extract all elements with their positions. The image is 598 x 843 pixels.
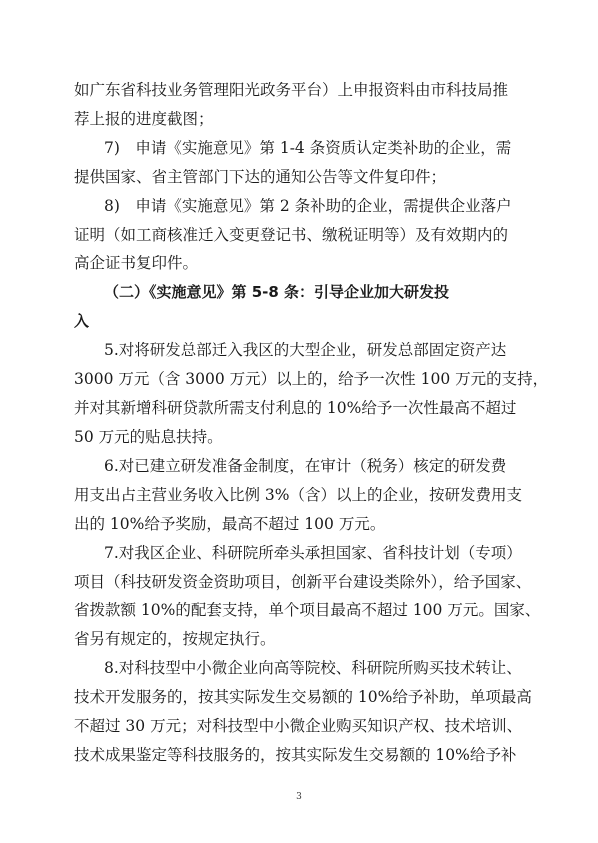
page-number: 3 (296, 792, 302, 802)
body-line: 证明（如工商核准迁入变更登记书、缴税证明等）及有效期内的 (74, 226, 509, 244)
body-line: 项目（科技研发资金资助项目，创新平台建设类除外），给予国家、 (74, 573, 532, 591)
body-line: 6.对已建立研发准备金制度，在审计（税务）核定的研发费 (104, 457, 507, 475)
body-line: 50 万元的贴息扶持。 (74, 428, 223, 446)
body-line: 荐上报的进度截图； (74, 110, 214, 128)
body-line: 7.对我区企业、科研院所牵头承担国家、省科技计划（专项） (104, 544, 522, 562)
section-heading-cont: 入 (74, 312, 90, 330)
body-line: 并对其新增科研贷款所需支付利息的 10%给予一次性最高不超过 (74, 399, 517, 417)
body-line: 出的 10%给予奖励，最高不超过 100 万元。 (74, 515, 386, 533)
body-line: 省拨款额 10%的配套支持，单个项目最高不超过 100 万元。国家、 (74, 601, 541, 619)
section-heading: （二）《实施意见》第 5-8 条：引导企业加大研发投 (104, 283, 450, 301)
body-line: 高企证书复印件。 (74, 254, 199, 272)
body-line: 8) 申请《实施意见》第 2 条补助的企业，需提供企业落户 (104, 197, 512, 215)
body-line: 7) 申请《实施意见》第 1-4 条资质认定类补助的企业，需 (104, 139, 512, 157)
body-line: 技术开发服务的，按其实际发生交易额的 10%给予补助，单项最高 (74, 688, 532, 706)
body-line: 省另有规定的，按规定执行。 (74, 630, 276, 648)
body-line: 提供国家、省主管部门下达的通知公告等文件复印件； (74, 168, 447, 186)
body-line: 8.对科技型中小微企业向高等院校、科研院所购买技术转让、 (104, 659, 522, 677)
body-line: 5.对将研发总部迁入我区的大型企业，研发总部固定资产达 (104, 341, 507, 359)
body-line: 如广东省科技业务管理阳光政务平台）上申报资料由市科技局推 (74, 81, 509, 99)
body-line: 用支出占主营业务收入比例 3%（含）以上的企业，按研发费用支 (74, 486, 523, 504)
body-line: 不超过 30 万元；对科技型中小微企业购买知识产权、技术培训、 (74, 717, 523, 735)
body-line: 技术成果鉴定等科技服务的，按其实际发生交易额的 10%给予补 (74, 746, 517, 764)
body-line: 3000 万元（含 3000 万元）以上的，给予一次性 100 万元的支持， (74, 370, 549, 388)
